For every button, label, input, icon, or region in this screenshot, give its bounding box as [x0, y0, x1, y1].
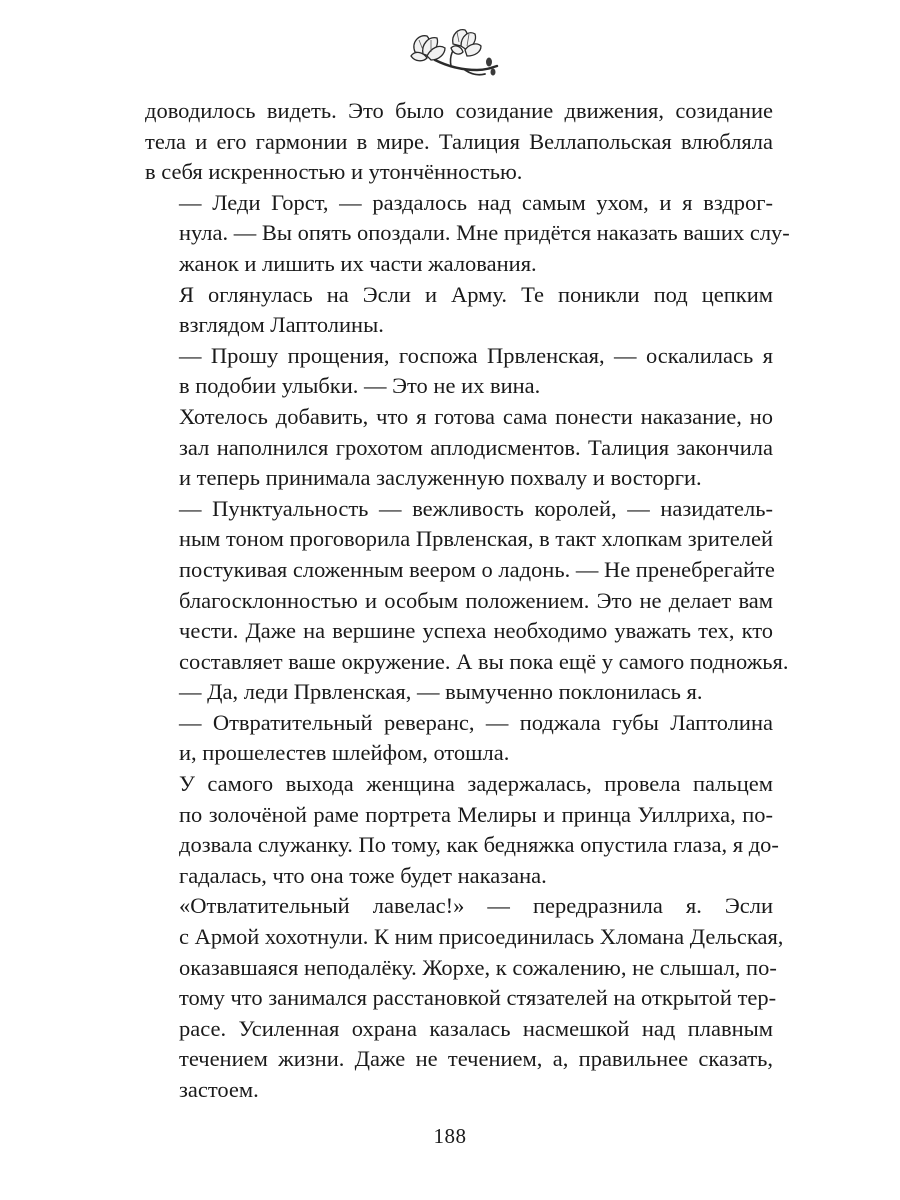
paragraph [145, 402, 773, 494]
text-line: нула. — Вы опять опоздали. Мне придётся наказать ваших слу- [179, 220, 790, 246]
text-line: с Армой хохотнули. К ним присоединилась Хломана Дельская, [179, 924, 784, 950]
text-line: доводилось видеть. Это было созидание движения, созидание [145, 98, 773, 123]
paragraph [145, 891, 784, 1105]
text-line: ным тоном проговорила Првленская, в такт хлопкам зрителей [179, 526, 773, 552]
text-line: тому что занимался расстановкой стязателей на открытой тер- [179, 985, 777, 1011]
text-line: Я оглянулась на Эсли и Арму. Те поникли под цепким [179, 281, 773, 307]
text-line: благосклонностью и особым положением. Это не делает вам [179, 587, 773, 613]
flower-branch-icon [405, 26, 501, 82]
text-line: У самого выхода женщина задержалась, провела пальцем [179, 771, 773, 797]
text-line: гадалась, что она тоже будет наказана. [179, 862, 547, 888]
paragraph [145, 769, 779, 891]
paragraph [145, 494, 789, 678]
text-line: оказавшаяся неподалёку. Жорхе, к сожалению, не слышал, по- [179, 954, 777, 980]
text-line: тела и его гармонии в мире. Талиция Веллапольская влюбляла [145, 128, 773, 154]
text-line: зал наполнился грохотом аплодисментов. Талиция закончила [179, 434, 773, 460]
paragraph [145, 341, 773, 402]
text-line: дозвала служанку. По тому, как бедняжка опустила глаза, я до- [179, 832, 779, 858]
text-line: застоем. [179, 1077, 259, 1102]
body-text [145, 96, 790, 1106]
text-line: составляет ваше окружение. А вы пока ещё у самого подножья. [179, 648, 789, 674]
text-line: — Отвратительный реверанс, — поджала губы Лаптолина [179, 709, 773, 735]
text-line: жанок и лишить их части жалования. [179, 250, 537, 276]
text-line: взглядом Лаптолины. [179, 312, 384, 338]
page-number: 188 [433, 1124, 467, 1148]
paragraph [145, 280, 773, 341]
text-line: чести. Даже на вершине успеха необходимо уважать тех, кто [179, 618, 773, 644]
text-line: и теперь принимала заслуженную похвалу и восторги. [179, 465, 702, 491]
text-line: расе. Усиленная охрана казалась насмешкой над плавным [179, 1015, 773, 1041]
text-line: — Да, леди Првленская, — вымученно поклонилась я. [179, 679, 703, 705]
text-line: по золочёной раме портрета Мелиры и принца Уиллриха, по- [179, 801, 773, 827]
text-line: в себя искренностью и утончённостью. [145, 159, 523, 185]
text-line: «Отвлатительный лавелас!» — передразнила я. Эсли [179, 893, 773, 919]
text-line: — Леди Горст, — раздалось над самым ухом, и я вздрог- [179, 189, 773, 215]
paragraph [145, 96, 773, 188]
text-line: и, прошелестев шлейфом, отошла. [179, 740, 510, 766]
paragraph [145, 708, 773, 769]
text-line: Хотелось добавить, что я готова сама понести наказание, но [179, 403, 773, 429]
text-line: — Прошу прощения, госпожа Првленская, — оскалилась я [179, 342, 773, 368]
text-line: течением жизни. Даже не течением, а, правильнее сказать, [179, 1046, 773, 1072]
paragraph [145, 188, 790, 280]
text-line: — Пунктуальность — вежливость королей, — назидатель- [179, 495, 773, 521]
text-line: постукивая сложенным веером о ладонь. — Не пренебрегайте [179, 556, 775, 582]
paragraph [145, 677, 773, 708]
text-line: в подобии улыбки. — Это не их вина. [179, 373, 541, 399]
